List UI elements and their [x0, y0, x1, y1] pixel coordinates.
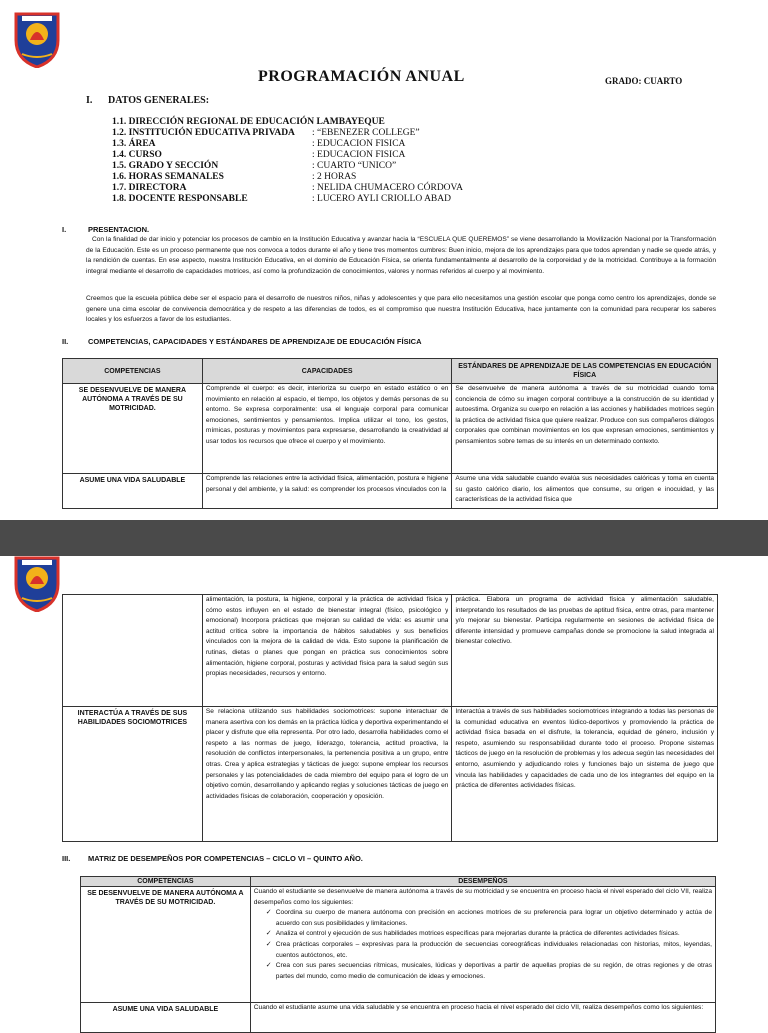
standard-cell	[452, 474, 718, 509]
performance-intro: Cuando el estudiante asume una vida saludable y se encuentra en proceso hacia el nivel esperado del ciclo VII, realiza desempeños como los siguientes:	[253, 1004, 704, 1011]
standard-text: práctica. Elabora un programa de actividad física y alimentación saludable, interpretando los resultados de las pruebas de aptitud física, entre otras, para mantener y/o mejorar su bienestar. Participa regularmente en sesiones de actividad física de diferente intensidad y promueve campañas donde se promocione la salud integrada al bienestar colectivo.	[455, 596, 714, 646]
performance-item: ✓ Crea prácticas corporales – expresivas para la producción de secuencias coreográficas individuales relacionadas con historias, mitos, leyendas, cuentos autóctonos, etc.	[276, 940, 712, 961]
presentation-paragraph-2: Creemos que la escuela pública debe ser el espacio para el desarrollo de nuestros niños, niñas y adolescentes y que para ello necesitamos una gestión escolar que ponga como centro los aprendizajes, donde se genere una cima escolar de convivencia democrática y de respeto a las diferencias de todos, es el compromiso que nuestra Institución Educativa, hace juntamente con la comunidad para recuperar los saberes locales y los esfuerzos a favor de los estudiantes.	[86, 295, 716, 324]
section-heading-presentation	[62, 225, 149, 234]
standard-cell	[452, 595, 718, 707]
performance-item: ✓ Analiza el control y ejecución de sus habilidades motrices específicas para mejorarlas durante la práctica de diferentes actividades físicas.	[276, 929, 712, 940]
table-row	[63, 384, 718, 474]
competency-cell: SE DESENVUELVE DE MANERA AUTÓNOMA A TRAVÉS DE SU MOTRICIDAD.	[63, 384, 203, 474]
general-data-key: 1.6. HORAS SEMANALES	[112, 172, 224, 182]
capacities-text: alimentación, la postura, la higiene, corporal y la práctica de actividad física y cómo estos influyen en el estado de bienestar integral (físico, psicológico y emocional) Incorpora prácticas que mejoran su calidad de vida: es asumir una actitud crítica sobre la importancia de hábitos saludables y sus beneficios vinculados con la mejora de la calidad de vida. Esto supone la planificación de rutinas, dietas o planes que pongan en práctica sus conocimientos sobre alimentación, higiene corporal, posturas y actividad física para la salud según sus propias necesidades, recursos y entorno.	[205, 596, 449, 678]
header-capacidades: CAPACIDADES	[202, 359, 452, 384]
header-desempenos: DESEMPEÑOS	[250, 877, 715, 887]
section-number: I.	[86, 95, 93, 106]
standard-text: Se desenvuelve de manera autónoma a través de su motricidad cuando toma conciencia de cómo su imagen corporal contribuye a la construcción de su identidad y autoestima. Organiza su cuerpo en relación a las acciones y habilidades motrices según la práctica de actividad física que quiere realizar. Produce con sus compañeros diálogos corporales que combinan movimientos en los que expresan emociones, sentimientos y pensamientos sobre temas de su interés en un determinado contexto.	[455, 385, 714, 445]
competencies-table-continued	[62, 594, 718, 842]
general-data-key: 1.1. DIRECCIÓN REGIONAL DE EDUCACIÓN LAMBAYEQUE	[112, 117, 385, 127]
section-label: MATRIZ DE DESEMPEÑOS POR COMPETENCIAS – CICLO VI – QUINTO AÑO.	[88, 854, 363, 863]
general-data-key: 1.7. DIRECTORA	[112, 183, 187, 193]
competency-cell: ASUME UNA VIDA SALUDABLE	[81, 1003, 251, 1033]
general-data-row	[112, 172, 463, 183]
general-data-key: 1.3. ÁREA	[112, 139, 156, 149]
capacities-cell	[202, 474, 452, 509]
page-title: PROGRAMACIÓN ANUAL	[258, 68, 465, 85]
table-header-row	[81, 877, 716, 887]
school-crest-logo	[14, 10, 60, 68]
standard-cell	[452, 384, 718, 474]
header-competencias: COMPETENCIAS	[81, 877, 251, 887]
section-label: PRESENTACION.	[88, 225, 150, 234]
competency-cell: ASUME UNA VIDA SALUDABLE	[63, 474, 203, 509]
performance-content	[254, 887, 712, 1001]
capacities-text: Comprende las relaciones entre la actividad física, alimentación, postura e higiene personal y del ambiente, y la salud: es comprender los procesos vinculados con la	[205, 475, 449, 493]
header-estandares: ESTÁNDARES DE APRENDIZAJE DE LAS COMPETENCIAS EN EDUCACIÓN FÍSICA	[452, 359, 718, 384]
standard-cell	[452, 707, 718, 842]
performance-cell	[250, 887, 715, 1003]
general-data-value: : EDUCACION FISICA	[312, 139, 406, 149]
grade-label: GRADO: CUARTO	[605, 76, 683, 86]
competencies-table	[62, 358, 718, 509]
general-data-value: : CUARTO “UNICO”	[312, 161, 397, 171]
capacities-cell	[202, 595, 452, 707]
competency-cell: SE DESENVUELVE DE MANERA AUTÓNOMA A TRAVÉS DE SU MOTRICIDAD.	[81, 887, 251, 1003]
general-data-key: 1.8. DOCENTE RESPONSABLE	[112, 194, 248, 204]
header-competencias: COMPETENCIAS	[63, 359, 203, 384]
table-row	[63, 595, 718, 707]
school-crest-logo	[14, 554, 60, 612]
section-label: COMPETENCIAS, CAPACIDADES Y ESTÁNDARES DE APRENDIZAJE DE EDUCACIÓN FÍSICA	[88, 337, 422, 346]
general-data-row	[112, 139, 463, 150]
table-row	[81, 887, 716, 1003]
performance-intro: Cuando el estudiante se desenvuelve de manera autónoma a través de su motricidad y se encuentra en proceso hacia el nivel esperado del ciclo VII, realiza desempeños como los siguientes:	[253, 888, 712, 906]
performance-item: ✓ Coordina su cuerpo de manera autónoma con precisión en acciones motrices de su preferencia para lograr un objetivo determinado y actúa de acuerdo con sus posibilidades y limitaciones.	[276, 908, 712, 929]
section-number: III.	[62, 854, 71, 863]
section-heading-general-data	[86, 95, 209, 106]
general-data-value: : 2 HORAS	[312, 172, 357, 182]
table-row	[81, 1003, 716, 1033]
general-data-row	[112, 128, 463, 139]
general-data-list	[112, 117, 463, 205]
page-separator	[0, 520, 768, 556]
competency-cell	[63, 595, 203, 707]
standard-text: Interactúa a través de sus habilidades sociomotrices integrando a todas las personas de la comunidad educativa en eventos lúdico-deportivos y promoviendo la práctica de actividad física basada en el disfrute, la tolerancia, equidad de género, inclusión y respeto, asumiendo su responsabilidad durante todo el proceso. Propone sistemas tácticos de juego en la resolución de problemas y los adecua según las necesidades del entorno, asumiendo y adjudicando roles y funciones bajo un sistema de juego que vincula las habilidades y capacidades de cada uno de los integrantes del equipo en la práctica de diferentes actividades físicas.	[455, 708, 714, 790]
general-data-row	[112, 183, 463, 194]
general-data-value: : EDUCACION FISICA	[312, 150, 406, 160]
capacities-cell	[202, 384, 452, 474]
standard-text: Asume una vida saludable cuando evalúa sus necesidades calóricas y toma en cuenta su gasto calórico diario, los alimentos que consume, su origen e inocuidad, y las características de la actividad física que	[455, 475, 714, 504]
performance-matrix-table	[80, 876, 716, 1033]
general-data-value: : NELIDA CHUMACERO CÓRDOVA	[312, 183, 464, 193]
general-data-row	[112, 117, 463, 128]
competency-cell: INTERACTÚA A TRAVÉS DE SUS HABILIDADES SOCIOMOTRICES	[63, 707, 203, 842]
table-row	[63, 707, 718, 842]
performance-item: ✓ Crea con sus pares secuencias rítmicas, musicales, lúdicas y deportivas a partir de aquellas propias de su región, de otras regiones y de otras partes del mundo, como medio de comunicación de ideas y emociones.	[276, 961, 712, 982]
general-data-key: 1.4. CURSO	[112, 150, 162, 160]
table-header-row	[63, 359, 718, 384]
general-data-row	[112, 161, 463, 172]
section-heading-competencies	[62, 337, 422, 346]
presentation-paragraph-1: Con la finalidad de dar inicio y potenciar los procesos de cambio en la Institución Educativa y avanzar hacia la “ESCUELA QUE QUEREMOS” se viene desarrollando la Movilización Nacional por la Transformación de la Educación. Este es un proceso permanente que nos convoca a todos durante el año y tiene tres momentos cumbres: Buen inicio, mejora de los aprendizajes para que todos aprendan y nadie se quede atrás, y la rendición de cuentas. En ese aspecto, nuestra Institución Educativa, en el dominio de Educación Física, se orienta fundamentalmente al desarrollo de la corporeidad y de la motricidad. Contribuye a la formación integral mediante el desarrollo de capacidades motrices, así como la profundización de conocimientos, valores y normas referidos al cuerpo y al movimiento.	[86, 236, 716, 275]
table-row	[63, 474, 718, 509]
section-label: DATOS GENERALES:	[108, 95, 210, 106]
section-number: II.	[62, 337, 69, 346]
general-data-row	[112, 150, 463, 161]
general-data-key: 1.2. INSTITUCIÓN EDUCATIVA PRIVADA	[112, 128, 295, 138]
section-heading-performance-matrix	[62, 854, 363, 863]
general-data-value: : “EBENEZER COLLEGE”	[312, 128, 420, 138]
general-data-row	[112, 194, 463, 205]
capacities-text: Se relaciona utilizando sus habilidades sociomotrices: supone interactuar de manera asertiva con los demás en la práctica lúdica y deportiva experimentando el placer y disfrute que ella representa. Por otro lado, desarrolla habilidades como el respeto a las normas de juego, liderazgo, tolerancia, actitud proactiva, la resolución de conflictos interpersonales, la pertenencia positiva a un grupo, entre otras. Crea y aplica estrategias y tácticas de juego: supone emplear los recursos personales y las potencialidades de cada miembro del equipo para el logro de un objetivo común, desarrollando y aplicando reglas y soluciones tácticas de juego en actividades físicas de colaboración, cooperación y oposición.	[205, 708, 449, 800]
performance-list	[254, 908, 712, 982]
performance-cell	[250, 1003, 715, 1033]
capacities-cell	[202, 707, 452, 842]
document-page-2	[0, 556, 768, 1024]
section-number: I.	[62, 225, 67, 234]
general-data-key: 1.5. GRADO Y SECCIÓN	[112, 161, 219, 171]
general-data-value: : LUCERO AYLI CRIOLLO ABAD	[312, 194, 451, 204]
capacities-text: Comprende el cuerpo: es decir, interioriza su cuerpo en estado estático o en movimiento en relación al espacio, el tiempo, los objetos y demás personas de su entorno. Se expresa corporalmente: usa el lenguaje corporal para comunicar emociones, sentimientos y pensamientos. Implica utilizar el tono, los gestos, mímicas, posturas y movimientos para expresarse, desarrollando la creatividad al usar todos los recursos que ofrece el cuerpo y el movimiento.	[205, 385, 449, 445]
